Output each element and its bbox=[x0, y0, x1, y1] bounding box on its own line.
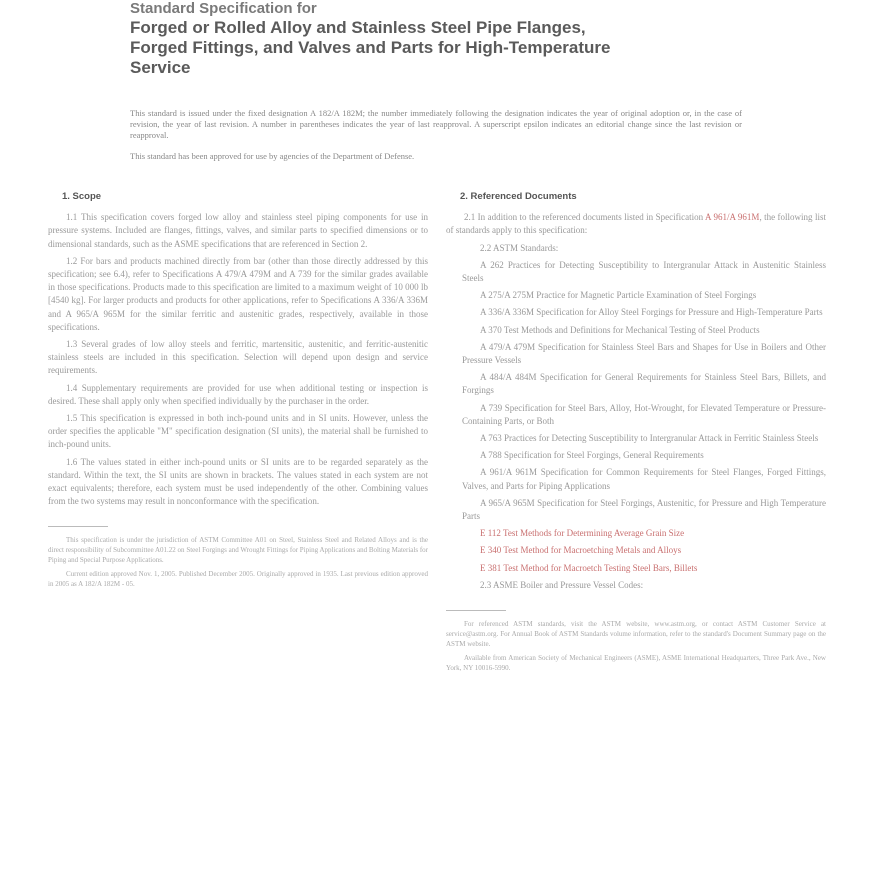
footnote-divider bbox=[446, 610, 506, 611]
reference-list bbox=[446, 242, 826, 592]
reference-item: A 788 Specification for Steel Forgings, General Requirements bbox=[480, 450, 704, 461]
left-column bbox=[48, 190, 428, 593]
reference-item: A 262 Practices for Detecting Susceptibility to Intergranular Attack in Austenitic Stainless Steels bbox=[462, 259, 826, 284]
footnote: For referenced ASTM standards, visit the ASTM website, www.astm.org, or contact ASTM Customer Service at service@astm.org. For Annual Book of ASTM Standards volume information, refer to the standard's Document Summary page on the ASTM website. bbox=[446, 620, 826, 649]
title-line-4: Service bbox=[130, 58, 191, 77]
scope-paragraph: 1.2 For bars and products machined directly from bar (other than those directly addressed by this specification; see 6.4), refer to Specifications A 479/A 479M and A 739 for the similar grades available in those specifications. Products made to this specification are limited to a maximum weight of 10 000 lb [4540 kg]. For larger products and products for other applications, refer to Specifications A 336/A 336M and A 965/A 965M for the similar ferritic and austenitic grades, respectively, available in those specifications. bbox=[48, 255, 428, 332]
scope-paragraph: 1.6 The values stated in either inch-pound units or SI units are to be regarded separately as the standard. Within the text, the SI units are shown in brackets. The values stated in each system are not exact equivalents; therefore, each system must be used independently of the other. Combining values from the two systems may result in nonconformance with the specification. bbox=[48, 456, 428, 507]
footnote: This specification is under the jurisdiction of ASTM Committee A01 on Steel, Stainless Steel and Related Alloys and is the direct responsibility of Subcommittee A01.22 on Steel Forgings and Wrought Fittings for Piping Applications and Bolting Materials for Piping and Special Purpose Applications. bbox=[48, 536, 428, 565]
section-heading-scope: 1. Scope bbox=[62, 191, 102, 202]
reference-item[interactable]: E 381 Test Method for Macroetch Testing Steel Bars, Billets bbox=[480, 562, 698, 573]
reference-item[interactable]: E 112 Test Methods for Determining Average Grain Size bbox=[480, 528, 685, 539]
reference-item: A 275/A 275M Practice for Magnetic Particle Examination of Steel Forgings bbox=[480, 290, 757, 301]
intro-approval-note: This standard has been approved for use by agencies of the Department of Defense. bbox=[130, 151, 415, 161]
reference-item: A 739 Specification for Steel Bars, Alloy, Hot-Wrought, for Elevated Temperature or Pressure-Containing Parts, or Both bbox=[462, 402, 826, 426]
reference-item[interactable]: E 340 Test Method for Macroetching Metals and Alloys bbox=[480, 545, 682, 556]
title-line-1: Standard Specification for bbox=[130, 0, 317, 17]
reference-item: A 961/A 961M Specification for Common Requirements for Steel Flanges, Forged Fittings, Valves, and Parts for Piping Applications bbox=[462, 467, 826, 491]
footnote: Current edition approved Nov. 1, 2005. Published December 2005. Originally approved in 1935. Last previous edition approved in 2005 as A 182/A 182M - 05. bbox=[48, 570, 428, 589]
reference-item: A 763 Practices for Detecting Susceptibility to Intergranular Attack in Ferritic Stainless Steels bbox=[480, 433, 819, 444]
reference-item: A 484/A 484M Specification for General Requirements for Stainless Steel Bars, Billets, and Forgings bbox=[462, 372, 826, 396]
title-line-2: Forged or Rolled Alloy and Stainless Steel Pipe Flanges, bbox=[130, 18, 586, 37]
title-line-3: Forged Fittings, and Valves and Parts for High-Temperature bbox=[130, 38, 611, 57]
reference-item: A 336/A 336M Specification for Alloy Steel Forgings for Pressure and High-Temperature Parts bbox=[480, 307, 823, 318]
referenced-documents-lead bbox=[446, 211, 826, 237]
reference-item: 2.3 ASME Boiler and Pressure Vessel Codes: bbox=[480, 579, 644, 590]
reference-item: A 965/A 965M Specification for Steel Forgings, Austenitic, for Pressure and High Temperature Parts bbox=[462, 497, 826, 522]
lead-text-post: , the following list of standards apply to this specification: bbox=[446, 212, 826, 236]
reference-item: A 479/A 479M Specification for Stainless Steel Bars and Shapes for Use in Boilers and Other Pressure Vessels bbox=[462, 341, 826, 366]
title-block bbox=[130, 0, 790, 78]
lead-text-pre: 2.1 In addition to the referenced documents listed in Specification bbox=[464, 212, 706, 223]
intro-paragraph: This standard is issued under the fixed designation A 182/A 182M; the number immediately following the designation indicates the year of original adoption or, in the case of revision, the year of last revision. A number in parentheses indicates the year of last reapproval. A superscript epsilon indicates an editorial change since the last revision or reapproval. bbox=[130, 108, 742, 140]
spec-link[interactable]: A 961/A 961M bbox=[705, 212, 760, 223]
reference-item: 2.2 ASTM Standards: bbox=[480, 242, 559, 253]
scope-paragraph: 1.3 Several grades of low alloy steels and ferritic, martensitic, austenitic, and ferritic-austenitic stainless steels are included in this specification. Selection will depend upon design and service requirements. bbox=[48, 339, 428, 376]
footnote-divider bbox=[48, 526, 108, 527]
right-column bbox=[446, 190, 826, 677]
section-heading-referenced-documents: 2. Referenced Documents bbox=[460, 191, 577, 202]
scope-paragraph: 1.4 Supplementary requirements are provided for use when additional testing or inspection is desired. These shall apply only when specified individually by the purchaser in the order. bbox=[48, 382, 428, 406]
scope-paragraph: 1.1 This specification covers forged low alloy and stainless steel piping components for use in pressure systems. Included are flanges, fittings, valves, and similar parts to specified dimensions or to dimensional standards, such as the ASME specifications that are referenced in Section 2. bbox=[48, 212, 428, 249]
footnote: Available from American Society of Mechanical Engineers (ASME), ASME International Headquarters, Three Park Ave., New York, NY 10016-5990. bbox=[446, 654, 826, 673]
reference-item: A 370 Test Methods and Definitions for Mechanical Testing of Steel Products bbox=[480, 324, 760, 335]
standard-intro bbox=[130, 108, 742, 172]
scope-paragraph: 1.5 This specification is expressed in both inch-pound units and in SI units. However, unless the order specifies the applicable "M" specification designation (SI units), the material shall be furnished to inch-pound units. bbox=[48, 413, 428, 450]
